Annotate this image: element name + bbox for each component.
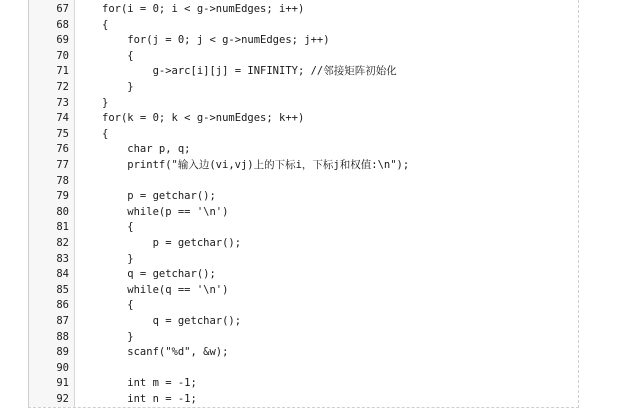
- line-number: 85: [56, 283, 69, 296]
- line-number: 81: [56, 221, 69, 234]
- code-line: [29, 111, 578, 127]
- code-text: while(q == '\n'): [102, 283, 229, 296]
- code-line: [29, 330, 578, 346]
- code-text: {: [102, 127, 109, 140]
- code-line: [29, 127, 578, 143]
- code-text: p = getchar();: [102, 237, 242, 249]
- code-text: }: [102, 96, 109, 109]
- code-text: {: [102, 299, 134, 312]
- code-line: [29, 205, 578, 221]
- code-text: p = getchar();: [102, 190, 216, 203]
- code-text: for(k = 0; k < g->numEdges; k++): [102, 112, 305, 125]
- line-number: 83: [56, 252, 69, 265]
- code-line: [29, 189, 578, 205]
- line-number: 71: [56, 65, 69, 78]
- code-text: int m = -1;: [102, 377, 197, 390]
- code-line: [29, 314, 578, 330]
- code-line: [29, 392, 578, 408]
- code-text: char p, q;: [102, 143, 191, 156]
- line-number: 73: [56, 96, 69, 109]
- code-text: printf("输入边(vi,vj)上的下标i，下标j和权值:\n");: [102, 159, 410, 171]
- code-line: [29, 96, 578, 112]
- code-line: [29, 361, 578, 377]
- line-number: 80: [56, 205, 69, 218]
- code-text: {: [102, 221, 134, 234]
- code-line: [29, 33, 578, 49]
- line-number: 90: [56, 361, 69, 374]
- line-number: 82: [56, 237, 69, 249]
- line-number: 76: [56, 143, 69, 156]
- code-line: [29, 236, 578, 252]
- code-text: }: [102, 81, 134, 93]
- line-number: 88: [56, 330, 69, 343]
- code-text: for(i = 0; i < g->numEdges; i++): [102, 3, 305, 15]
- line-number: 84: [56, 268, 69, 281]
- line-number: 78: [56, 174, 69, 187]
- code-line: [29, 64, 578, 80]
- code-line: [29, 220, 578, 236]
- code-text: q = getchar();: [102, 315, 242, 327]
- line-number: 70: [56, 49, 69, 62]
- code-line: [29, 158, 578, 174]
- code-line: [29, 376, 578, 392]
- code-text: }: [102, 252, 134, 265]
- code-text: {: [102, 49, 134, 62]
- line-number: 87: [56, 315, 69, 327]
- line-number: 75: [56, 127, 69, 140]
- code-line: [29, 49, 578, 65]
- line-number: 67: [56, 3, 69, 15]
- code-line: [29, 142, 578, 158]
- code-line: [29, 298, 578, 314]
- code-text: {: [102, 18, 109, 31]
- code-line: [29, 283, 578, 299]
- code-viewer: [28, 0, 579, 408]
- line-number: 74: [56, 112, 69, 125]
- line-number: 91: [56, 377, 69, 390]
- code-line: [29, 267, 578, 283]
- code-line: [29, 80, 578, 96]
- code-line: [29, 252, 578, 268]
- line-number: 72: [56, 81, 69, 93]
- line-number: 79: [56, 190, 69, 203]
- code-line: [29, 345, 578, 361]
- code-text: int n = -1;: [102, 393, 197, 405]
- code-text: q = getchar();: [102, 268, 216, 281]
- line-number: 77: [56, 159, 69, 171]
- line-number: 69: [56, 34, 69, 47]
- code-text: for(j = 0; j < g->numEdges; j++): [102, 34, 330, 47]
- code-line: [29, 174, 578, 190]
- code-text: }: [102, 330, 134, 343]
- code-line: [29, 2, 578, 18]
- code-line: [29, 18, 578, 34]
- line-number: 86: [56, 299, 69, 312]
- code-text: while(p == '\n'): [102, 205, 229, 218]
- line-number: 89: [56, 346, 69, 359]
- line-number: 92: [56, 393, 69, 405]
- line-number: 68: [56, 18, 69, 31]
- code-text: g->arc[i][j] = INFINITY; //邻接矩阵初始化: [102, 65, 397, 78]
- code-text: scanf("%d", &w);: [102, 346, 229, 359]
